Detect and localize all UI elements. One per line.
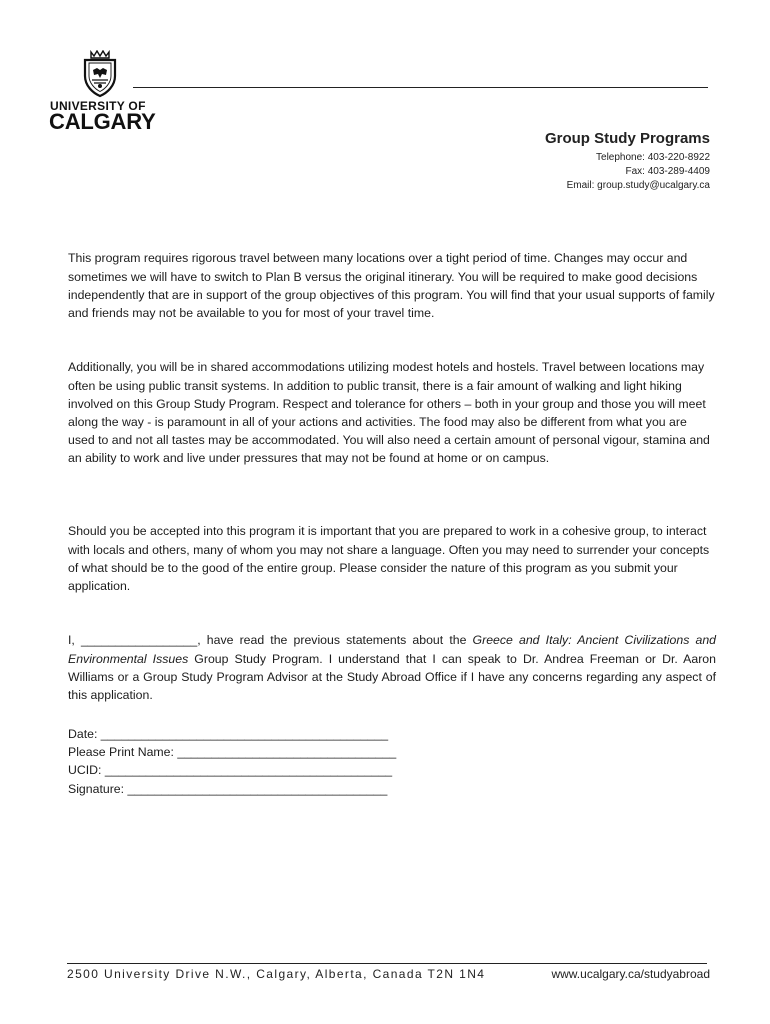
paragraph-accommodations: Additionally, you will be in shared accommodations utilizing modest hotels and hostels. Travel between locations may often be using public transit systems. In addition to public transit, there is a fair amount of walking and light hiking involved on this Group Study Program. Respect and tolerance for others – both in your group and those you will meet along the way - is paramount in all of your actions and activities. The food may also be different from what you are used to and not all tastes may be accommodated. You will also need a certain amount of personal vigour, stamina and an ability to work and live under pressures that may not be found at home or on campus. <box>68 360 710 466</box>
logo-text-line2: CALGARY <box>49 109 156 134</box>
date-field[interactable]: Date: __________________________________________ <box>68 727 389 741</box>
email-line: Email: group.study@ucalgary.ca <box>566 180 710 191</box>
footer-website-link[interactable]: www.ucalgary.ca/studyabroad <box>551 967 710 981</box>
fax-line: Fax: 403-289-4409 <box>625 166 710 177</box>
program-name: Greece and Italy: Ancient Civilizations and Environmental Issues <box>68 633 717 666</box>
contact-block <box>545 130 710 193</box>
paragraph-group-work: Should you be accepted into this program it is important that you are prepared to work in a cohesive group, to interact with locals and others, many of whom you may not share a language. Often you may need to surrender your concepts of what should be to the good of the entire group. Please consider the nature of this program as you submit your application. <box>68 524 710 593</box>
acknowledgement-end: Group Study Program. I understand that I can speak to Dr. Andrea Freeman or Dr. Aaron Williams or a Group Study Program Advisor at the Study Abroad Office if I have any concerns regarding any aspect of this application. <box>68 651 716 702</box>
print-name-field[interactable]: Please Print Name: ________________________________ <box>68 745 397 760</box>
footer-divider <box>67 963 707 964</box>
telephone-line: Telephone: 403-220-8922 <box>596 152 710 163</box>
university-logo <box>50 50 160 132</box>
university-crest-icon <box>80 50 120 98</box>
acknowledgement-start: I, _________________, have read the previous statements about the <box>68 633 473 648</box>
signature-fields <box>68 725 408 798</box>
signature-field[interactable]: Signature: ______________________________________ <box>68 781 388 796</box>
paragraph-travel: This program requires rigorous travel between many locations over a tight period of time. Changes may occur and sometimes we will have to switch to Plan B versus the original itinerary. You will be required to make good decisions independently that are in support of the group objectives of this program. You will find that your usual supports of family and friends may not be available to you for most of your travel time. <box>68 251 715 320</box>
office-title: Group Study Programs <box>544 130 710 147</box>
paragraph-acknowledgement <box>68 631 716 704</box>
ucid-field[interactable]: UCID: __________________________________________ <box>68 763 393 778</box>
footer-address: 2500 University Drive N.W., Calgary, Alberta, Canada T2N 1N4 <box>67 967 486 981</box>
logo-text-line1: UNIVERSITY OF <box>50 99 146 113</box>
header-divider <box>133 87 708 88</box>
